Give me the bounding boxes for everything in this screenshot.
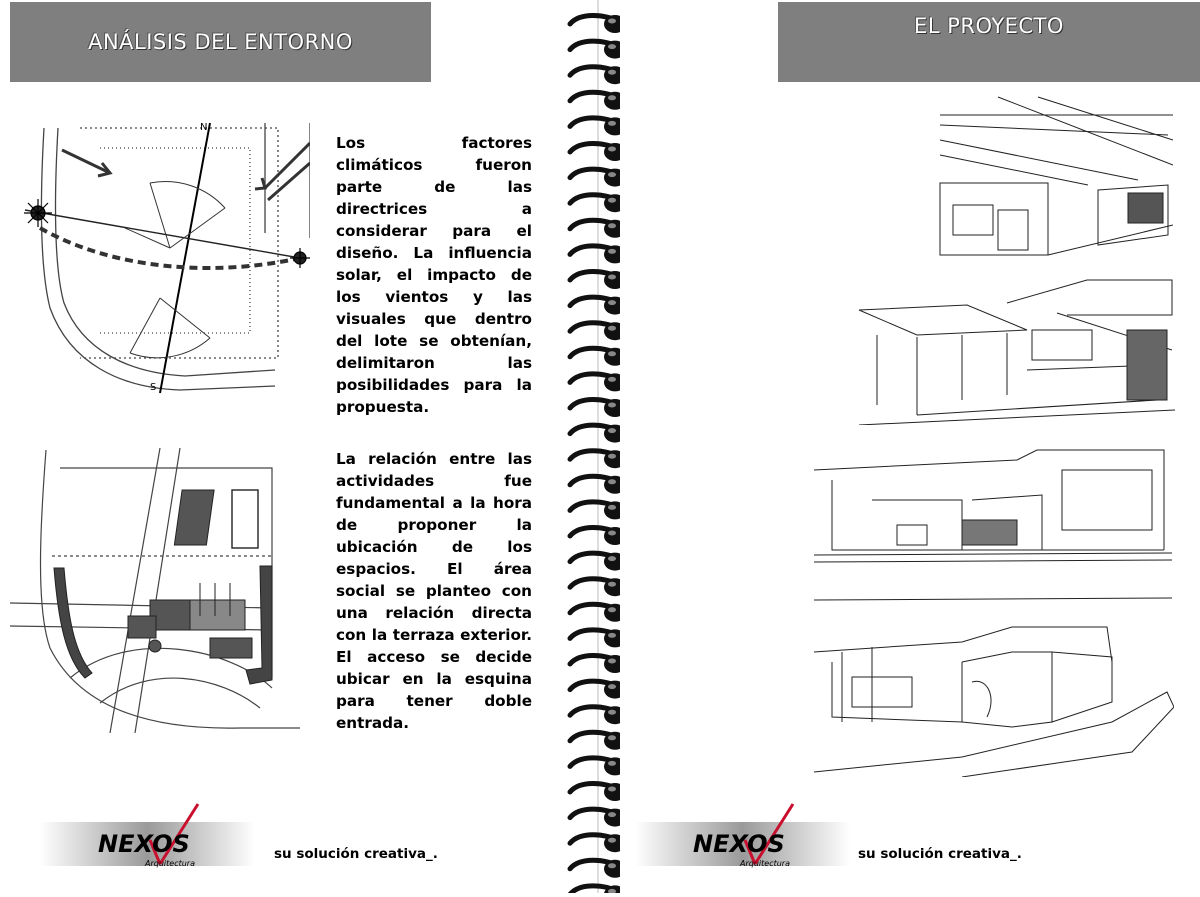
right-page	[620, 0, 1200, 893]
render-front-elevation	[812, 440, 1172, 609]
logo-subtitle: Arquitectura	[740, 859, 790, 868]
climate-paragraph: Los factores climáticos fueron parte de las directrices a considerar para el diseño. La influencia solar, el impacto de los vientos y las visuales que dentro del lote se obtenían, delimitaron las posibilidades para la propuesta.	[336, 134, 532, 416]
render-perspective-view	[812, 622, 1174, 781]
logo-wordmark: NEXOS	[693, 830, 785, 858]
climate-analysis-sketch	[10, 118, 310, 403]
header-title: ANÁLISIS DEL ENTORNO	[88, 30, 353, 54]
logo-wordmark: NEXOS	[98, 830, 190, 858]
south-label: S	[150, 382, 157, 393]
zoning-sketch	[10, 448, 300, 733]
section-header-proyecto	[778, 2, 1200, 82]
tagline-right: su solución creativa_.	[858, 846, 1022, 862]
left-page	[0, 0, 580, 893]
header-title: EL PROYECTO	[914, 14, 1064, 38]
render-terrace-view	[857, 275, 1175, 429]
nexos-logo	[40, 800, 255, 872]
section-header-entorno	[10, 2, 431, 82]
logo-subtitle: Arquitectura	[145, 859, 195, 868]
tagline-left: su solución creativa_.	[274, 846, 438, 862]
zoning-paragraph: La relación entre las actividades fue fundamental a la hora de proponer la ubicación de los espacios. El área social se planteo con una relación directa con la terraza exterior. El acceso se decide ubicar en la esquina para tener doble entrada.	[336, 450, 532, 732]
render-interior-view	[938, 95, 1173, 264]
nexos-logo	[635, 800, 850, 872]
north-label: N	[200, 122, 208, 133]
